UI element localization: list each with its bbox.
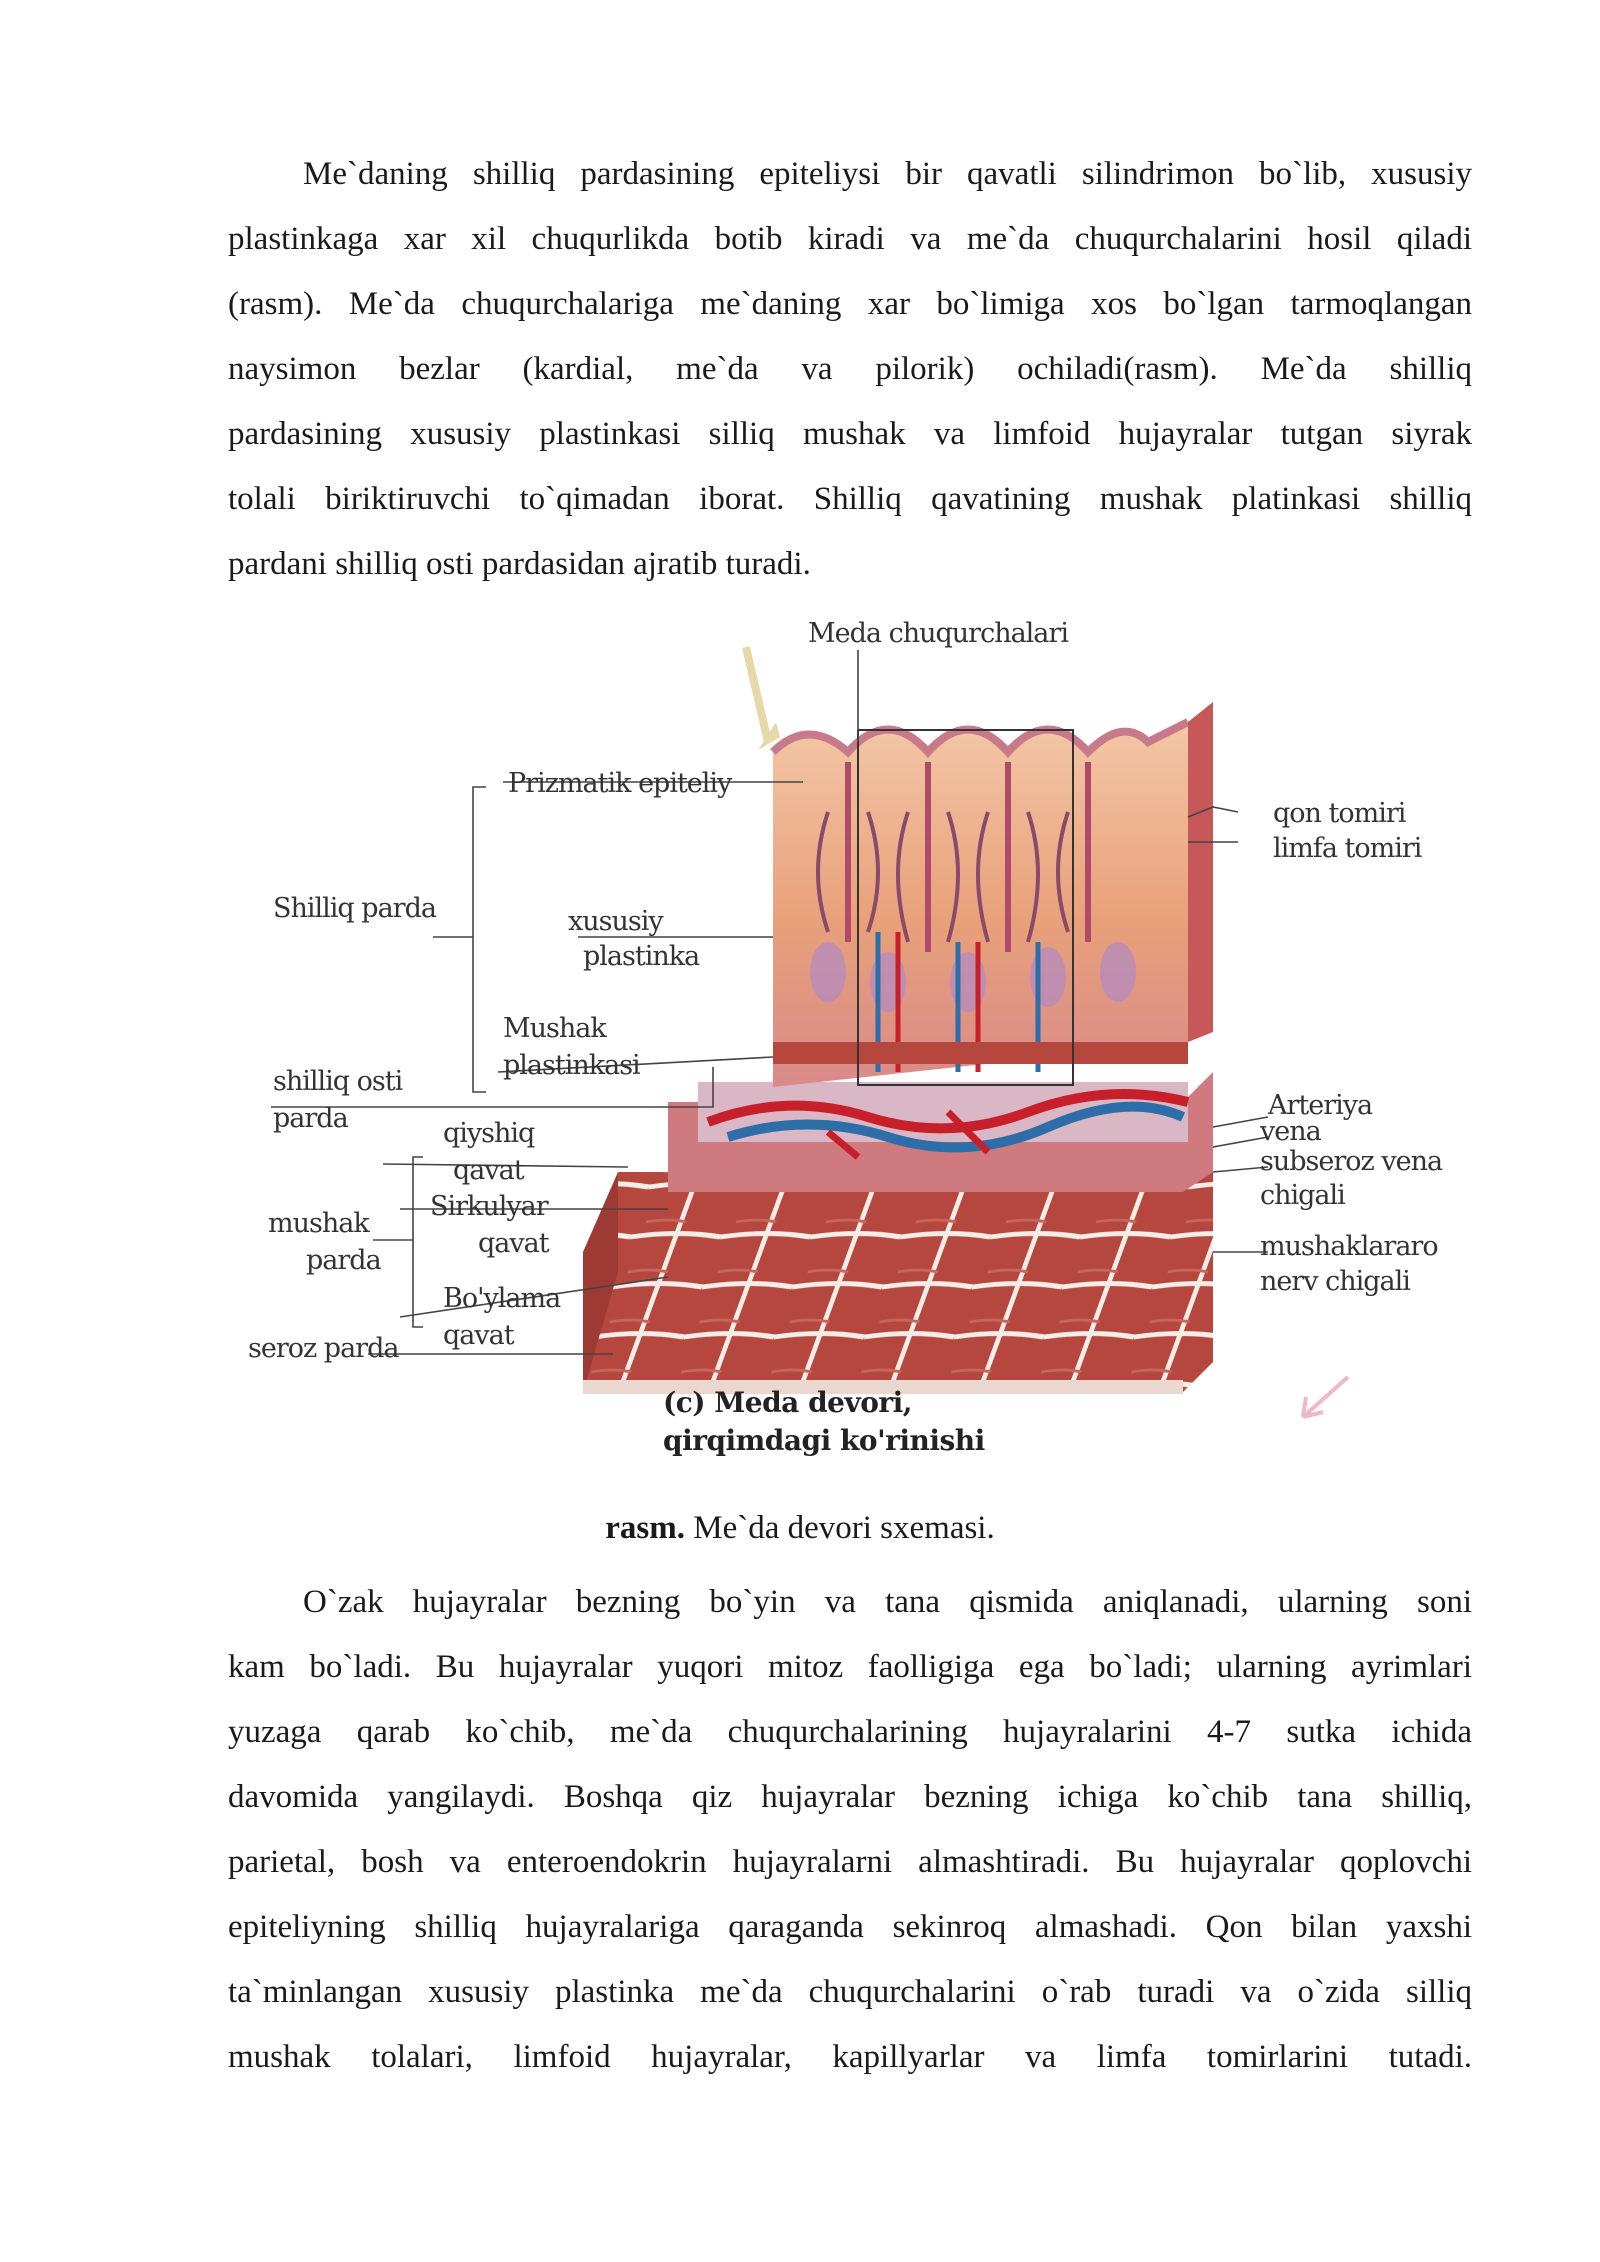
text-line: tolali biriktiruvchi to`qimadan iborat. Shilliq qavatining mushak platinkasi shilliq (228, 481, 1472, 517)
label-serosa: seroz parda (248, 1333, 399, 1364)
label-circular-layer-2: qavat (478, 1228, 549, 1259)
caption-label: rasm. (605, 1510, 685, 1546)
text-line: pardani shilliq osti pardasidan ajratib turadi. (228, 546, 811, 582)
label-oblique-layer-2: qavat (453, 1155, 524, 1186)
label-lamina-propria-1: xususiy (568, 906, 663, 937)
label-mucosa: Shilliq parda (273, 893, 436, 924)
mucosa (773, 702, 1213, 1087)
text-line: parietal, bosh va enteroendokrin hujayralarni almashtiradi. Bu hujayralar qoplovchi (228, 1844, 1472, 1880)
paragraph-1 (228, 142, 1472, 597)
text-line: ta`minlangan xususiy plastinka me`da chuqurchalarini o`rab turadi va o`zida silliq (228, 1974, 1472, 2010)
label-artery: Arteriya (1268, 1090, 1373, 1121)
label-lamina-propria-2: plastinka (583, 941, 700, 972)
label-prismatic-epithelium: Prizmatik epiteliy (508, 768, 732, 799)
label-subserous-plexus-2: chigali (1260, 1180, 1345, 1211)
label-muscularis-mucosae-2: plastinkasi (503, 1050, 640, 1081)
label-vein: vena (1260, 1116, 1321, 1147)
text-line: (rasm). Me`da chuqurchalariga me`daning xar bo`limiga xos bo`lgan tarmoqlangan (228, 286, 1472, 322)
figure-caption-line-2: qirqimdagi ko'rinishi (663, 1424, 985, 1457)
text-line: O`zak hujayralar bezning bo`yin va tana qismida aniqlanadi, ularning soni (303, 1584, 1472, 1620)
label-submucosa-2: parda (273, 1103, 348, 1134)
stomach-wall-diagram (228, 612, 1472, 1472)
label-blood-vessel: qon tomiri (1273, 798, 1406, 829)
label-lymph-vessel: limfa tomiri (1273, 833, 1422, 864)
label-oblique-layer-1: qiyshiq (443, 1118, 535, 1149)
paragraph-2 (228, 1570, 1472, 2090)
text-line: pardasining xususiy plastinkasi silliq mushak va limfoid hujayralar tutgan siyrak (228, 416, 1472, 452)
text-line: davomida yangilaydi. Boshqa qiz hujayralar bezning ichiga ko`chib tana shilliq, (228, 1779, 1472, 1815)
text-line: Me`daning shilliq pardasining epiteliysi bir qavatli silindrimon bo`lib, xususiy (303, 156, 1472, 192)
caption-text: Me`da devori sxemasi. (684, 1510, 995, 1546)
text-line: epiteliyning shilliq hujayralariga qaraganda sekinroq almashadi. Qon bilan yaxshi (228, 1909, 1472, 1945)
label-longitudinal-layer-1: Bo'ylama (443, 1283, 561, 1314)
label-myenteric-plexus-1: mushaklararo (1260, 1231, 1438, 1262)
label-pits: Meda chuqurchalari (808, 618, 1068, 649)
label-subserous-plexus-1: subseroz vena (1260, 1146, 1443, 1177)
label-longitudinal-layer-2: qavat (443, 1320, 514, 1351)
label-muscularis-2: parda (306, 1245, 381, 1276)
text-line: mushak tolalari, limfoid hujayralar, kapillyarlar va limfa tomirlarini tutadi. (228, 2039, 1472, 2075)
label-muscularis-1: mushak (268, 1208, 369, 1239)
text-line: kam bo`ladi. Bu hujayralar yuqori mitoz faolligiga ega bo`ladi; ularning ayrimlari (228, 1649, 1472, 1685)
text-line: yuzaga qarab ko`chib, me`da chuqurchalarining hujayralarini 4-7 sutka ichida (228, 1714, 1472, 1750)
text-line: naysimon bezlar (kardial, me`da va pilorik) ochiladi(rasm). Me`da shilliq (228, 351, 1472, 387)
figure-caption (0, 1510, 1600, 1547)
label-submucosa-1: shilliq osti (273, 1066, 403, 1097)
text-line: plastinkaga xar xil chuqurlikda botib kiradi va me`da chuqurchalarini hosil qiladi (228, 221, 1472, 257)
label-myenteric-plexus-2: nerv chigali (1260, 1266, 1410, 1297)
label-muscularis-mucosae-1: Mushak (503, 1013, 606, 1044)
figure-caption-line-1: (c) Meda devori, (663, 1386, 913, 1419)
label-circular-layer-1: Sirkulyar (430, 1191, 548, 1222)
